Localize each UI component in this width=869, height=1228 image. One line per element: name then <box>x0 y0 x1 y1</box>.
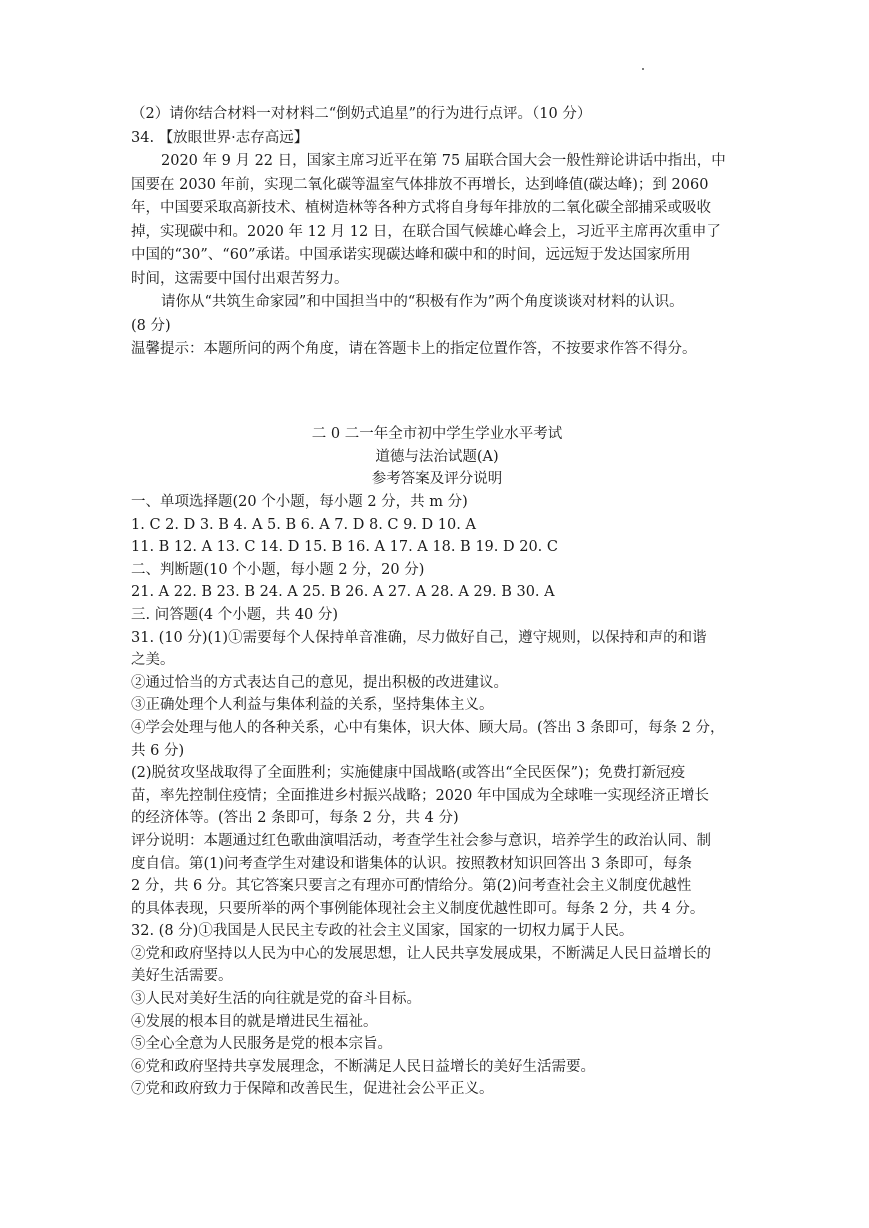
answer-31-line: 的经济体等。(答出 2 条即可，每条 2 分，共 4 分) <box>131 810 459 827</box>
answer-31-line: 31. (10 分)(1)①需要每个人保持单音准确，尽力做好自己，遵守规则，以保持和声的和谐 <box>131 629 707 646</box>
answer-32-line: ③人民对美好生活的向往就是党的奋斗目标。 <box>131 991 421 1008</box>
answer-32-line: ④发展的根本目的就是增进民生福祉。 <box>131 1013 378 1030</box>
answer-key-titles <box>131 423 743 491</box>
answer-32-line: ⑦党和政府致力于保障和改善民生，促进社会公平正义。 <box>131 1081 494 1098</box>
answer-32-line: ②党和政府坚持以人民为中心的发展思想，让人民共享发展成果，不断满足人民日益增长的 <box>131 945 711 962</box>
answer-key-body <box>131 491 771 1101</box>
judgment-answers-row: 21. A 22. B 23. B 24. A 25. B 26. A 27. A 28. A 29. B 30. A <box>131 584 555 601</box>
answer-31-line: 苗，率先控制住疫情；全面推进乡村振兴战略；2020 年中国成为全球唯一实现经济正增长 <box>131 787 710 804</box>
question-34-material-line: 时间，这需要中国付出艰苦努力。 <box>131 270 349 287</box>
question-section <box>131 103 771 362</box>
question-34-material-line: 年，中国要采取高新技术、植树造林等各种方式将自身每年排放的二氧化碳全部捕采或吸收 <box>131 200 711 216</box>
answer-tip: 温馨提示：本题所问的两个角度，请在答题卡上的指定位置作答，不按要求作答不得分。 <box>131 341 697 357</box>
choice-answers-row: 11. B 12. A 13. C 14. D 15. B 16. A 17. A 18. B 19. D 20. C <box>131 539 558 556</box>
answer-31-line: ③正确处理个人利益与集体利益的关系，坚持集体主义。 <box>131 697 494 714</box>
scoring-note-line: 度自信。第(1)问考查学生对建设和谐集体的认识。按照教材知识回答出 3 条即可，每条 <box>131 855 692 872</box>
section-2-heading: 二、判断题(10 个小题，每小题 2 分，20 分) <box>131 561 425 578</box>
exam-title: 二 0 二一年全市初中学生学业水平考试 <box>311 426 563 442</box>
answer-32-line: 美好生活需要。 <box>131 968 233 985</box>
answer-31-line: ④学会处理与他人的各种关系，心中有集体，识大体、顾大局。(答出 3 条即可，每条 2 分， <box>131 719 725 736</box>
subject-title: 道德与法治试题(A) <box>375 448 499 465</box>
scoring-note-line: 的具体表现，只要所举的两个事例能体现社会主义制度优越性即可。每条 2 分，共 4 分。 <box>131 900 705 917</box>
question-33-part-2: （2）请你结合材料一对材料二“倒奶式追星”的行为进行点评。（10 分） <box>131 106 592 122</box>
question-34-material-line: 掉，实现碳中和。2020 年 12 月 12 日，在联合国气候雄心峰会上，习近平主席再次重申了 <box>131 223 721 240</box>
section-3-heading: 三. 问答题(4 个小题，共 40 分) <box>131 606 339 623</box>
choice-answers-row: 1. C 2. D 3. B 4. A 5. B 6. A 7. D 8. C 9. D 10. A <box>131 516 476 533</box>
answer-31-line: 共 6 分) <box>131 742 185 759</box>
answer-32-line: ⑤全心全意为人民服务是党的根本宗旨。 <box>131 1036 392 1053</box>
answer-key-title: 参考答案及评分说明 <box>371 471 503 488</box>
scoring-note-line: 评分说明：本题通过红色歌曲演唱活动，考查学生社会参与意识，培养学生的政治认同、制 <box>131 832 711 849</box>
answer-31-line: ②通过恰当的方式表达自己的意见，提出积极的改进建议。 <box>131 674 508 691</box>
question-34-score: (8 分) <box>131 317 171 334</box>
scoring-note-line: 2 分，共 6 分。其它答案只要言之有理亦可酌情给分。第(2)问考查社会主义制度优越性 <box>131 878 692 895</box>
question-34-material-line: 中国的“30”、“60”承诺。中国承诺实现碳达峰和碳中和的时间，远远短于发达国家所用 <box>131 247 691 263</box>
question-34-material-line: 2020 年 9 月 22 日，国家主席习近平在第 75 届联合国大会一般性辩论讲话中指出，中 <box>161 153 726 169</box>
page-dot-mark <box>642 68 644 70</box>
question-34-prompt: 请你从“共筑生命家园”和中国担当中的“积极有作为”两个角度谈谈对材料的认识。 <box>161 294 684 310</box>
question-34-material-line: 国要在 2030 年前，实现二氧化碳等温室气体排放不再增长，达到峰值(碳达峰)；到 2060 <box>131 176 709 193</box>
question-34-heading: 34. 【放眼世界·志存高远】 <box>131 129 309 146</box>
answer-31-line: (2)脱贫攻坚战取得了全面胜利；实施健康中国战略(或答出“全民医保”)；免费打新冠疫 <box>131 765 686 782</box>
answer-32-line: ⑥党和政府坚持共享发展理念，不断满足人民日益增长的美好生活需要。 <box>131 1058 595 1075</box>
section-1-heading: 一、单项选择题(20 个小题，每小题 2 分，共 m 分) <box>131 494 468 510</box>
answer-31-line: 之美。 <box>131 652 175 669</box>
answer-32-line: 32. (8 分)①我国是人民民主专政的社会主义国家，国家的一切权力属于人民。 <box>131 923 634 940</box>
